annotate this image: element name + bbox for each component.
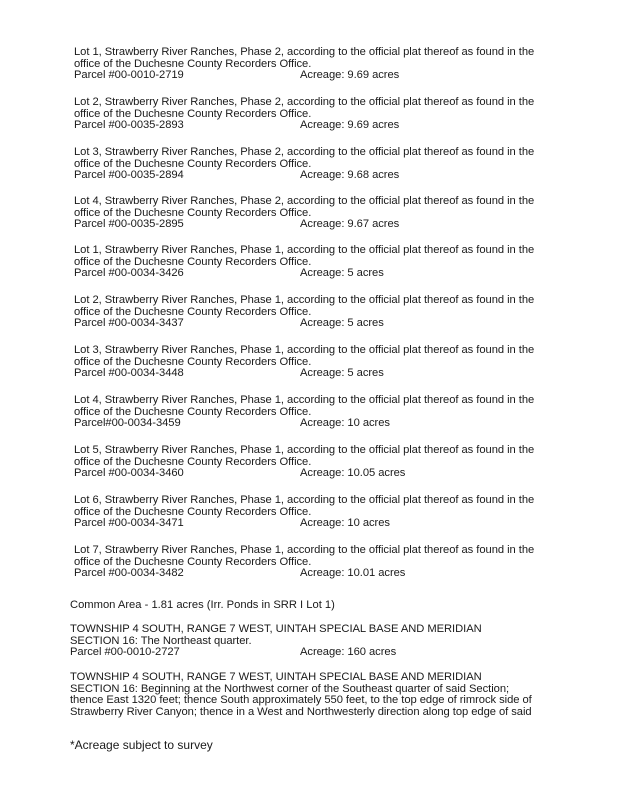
section-description-line3: Strawberry River Canyon; thence in a West and Northwesterly direction along top edge of said <box>70 705 532 718</box>
lot-description-line1: Lot 6, Strawberry River Ranches, Phase 1, according to the official plat thereof as found in the <box>74 494 535 506</box>
section-description-line1: SECTION 16: Beginning at the Northwest corner of the Southeast quarter of said Section; <box>70 682 510 695</box>
lot-entry <box>74 245 574 280</box>
lot-description-line2: office of the Duchesne County Recorders Office. <box>74 255 312 268</box>
parcel-number: Parcel #00-0010-2727 <box>70 646 180 659</box>
lot-entry <box>74 395 574 430</box>
acreage: Acreage: 10.05 acres <box>300 467 406 480</box>
parcel-number: Parcel #00-0034-3437 <box>74 317 184 330</box>
lot-entry <box>74 147 574 182</box>
township-entry <box>70 672 570 718</box>
lot-description-line1: Lot 7, Strawberry River Ranches, Phase 1, according to the official plat thereof as found in the <box>74 544 535 556</box>
lot-entry <box>74 345 574 380</box>
lot-description-line1: Lot 1, Strawberry River Ranches, Phase 1, according to the official plat thereof as found in the <box>74 244 535 256</box>
common-area-line: Common Area - 1.81 acres (Irr. Ponds in SRR I Lot 1) <box>70 599 335 611</box>
lot-description-line2: office of the Duchesne County Recorders Office. <box>74 555 312 568</box>
parcel-number: Parcel #00-0034-3460 <box>74 467 184 480</box>
lot-description-line1: Lot 3, Strawberry River Ranches, Phase 1, according to the official plat thereof as found in the <box>74 344 535 356</box>
lot-description-line2: office of the Duchesne County Recorders Office. <box>74 206 312 219</box>
acreage: Acreage: 10 acres <box>300 517 390 530</box>
lot-description-line2: office of the Duchesne County Recorders Office. <box>74 57 312 70</box>
lot-description-line1: Lot 1, Strawberry River Ranches, Phase 2, according to the official plat thereof as found in the <box>74 46 535 58</box>
lot-description-line1: Lot 2, Strawberry River Ranches, Phase 2, according to the official plat thereof as found in the <box>74 96 535 108</box>
lot-description-line1: Lot 4, Strawberry River Ranches, Phase 2, according to the official plat thereof as found in the <box>74 195 535 207</box>
lot-description-line2: office of the Duchesne County Recorders Office. <box>74 455 312 468</box>
acreage-footnote: *Acreage subject to survey <box>70 738 213 752</box>
parcel-number: Parcel #00-0034-3471 <box>74 517 184 530</box>
acreage: Acreage: 5 acres <box>300 367 384 380</box>
lot-description-line1: Lot 2, Strawberry River Ranches, Phase 1, according to the official plat thereof as found in the <box>74 294 535 306</box>
parcel-number: Parcel #00-0035-2893 <box>74 119 184 132</box>
parcel-number: Parcel #00-0034-3426 <box>74 267 184 280</box>
lot-entry <box>74 47 574 82</box>
acreage: Acreage: 9.69 acres <box>300 119 400 132</box>
acreage: Acreage: 5 acres <box>300 317 384 330</box>
lot-entry <box>74 495 574 530</box>
lot-description-line2: office of the Duchesne County Recorders Office. <box>74 305 312 318</box>
acreage: Acreage: 9.69 acres <box>300 69 400 82</box>
lot-entry <box>74 97 574 132</box>
lot-description-line2: office of the Duchesne County Recorders Office. <box>74 405 312 418</box>
acreage: Acreage: 160 acres <box>300 646 397 659</box>
lot-entry <box>74 445 574 480</box>
parcel-number: Parcel #00-0034-3482 <box>74 567 184 580</box>
acreage: Acreage: 9.67 acres <box>300 218 400 231</box>
lot-description-line1: Lot 3, Strawberry River Ranches, Phase 2, according to the official plat thereof as found in the <box>74 146 535 158</box>
acreage: Acreage: 10.01 acres <box>300 567 406 580</box>
lot-description-line2: office of the Duchesne County Recorders Office. <box>74 505 312 518</box>
acreage: Acreage: 5 acres <box>300 267 384 280</box>
acreage: Acreage: 9.68 acres <box>300 169 400 182</box>
lot-description-line1: Lot 5, Strawberry River Ranches, Phase 1, according to the official plat thereof as found in the <box>74 444 535 456</box>
parcel-number: Parcel #00-0035-2895 <box>74 218 184 231</box>
lot-description-line2: office of the Duchesne County Recorders Office. <box>74 157 312 170</box>
lot-description-line1: Lot 4, Strawberry River Ranches, Phase 1, according to the official plat thereof as found in the <box>74 394 535 406</box>
township-heading: TOWNSHIP 4 SOUTH, RANGE 7 WEST, UINTAH SPECIAL BASE AND MERIDIAN <box>70 671 482 683</box>
township-heading: TOWNSHIP 4 SOUTH, RANGE 7 WEST, UINTAH SPECIAL BASE AND MERIDIAN <box>70 623 482 635</box>
section-description: SECTION 16: The Northeast quarter. <box>70 634 252 647</box>
township-entry <box>70 624 570 659</box>
lot-entry <box>74 545 574 580</box>
parcel-number: Parcel #00-0010-2719 <box>74 69 184 82</box>
acreage: Acreage: 10 acres <box>300 417 390 430</box>
lot-description-line2: office of the Duchesne County Recorders Office. <box>74 107 312 120</box>
parcel-number: Parcel#00-0034-3459 <box>74 417 181 430</box>
parcel-number: Parcel #00-0035-2894 <box>74 169 184 182</box>
section-description-line2: thence East 1320 feet; thence South approximately 550 feet, to the top edge of rimrock side of <box>70 694 532 707</box>
lot-description-line2: office of the Duchesne County Recorders Office. <box>74 355 312 368</box>
parcel-number: Parcel #00-0034-3448 <box>74 367 184 380</box>
lot-entry <box>74 196 574 231</box>
lot-entry <box>74 295 574 330</box>
